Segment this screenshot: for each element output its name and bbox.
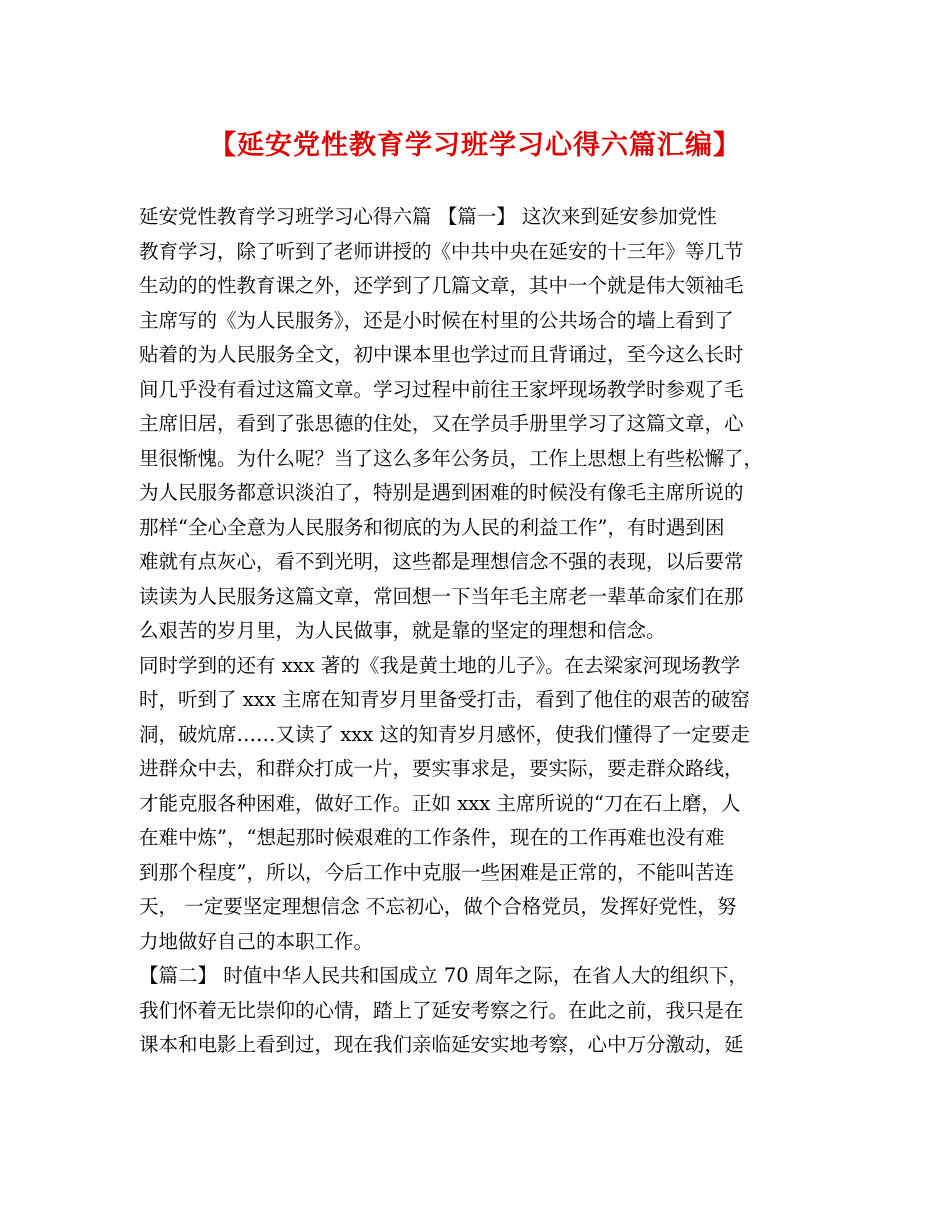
paragraph-line: 延安党性教育学习班学习心得六篇 【篇一】 这次来到延安参加党性 — [139, 205, 717, 228]
paragraph-line: 我们怀着无比崇仰的心情，踏上了延安考察之行。在此之前，我只是在 — [139, 998, 744, 1022]
paragraph-line: 里很惭愧。为什么呢？当了这么多年公务员，工作上思想上有些松懈了， — [139, 446, 764, 470]
paragraph-line: 洞，破炕席……又读了 xxx 这的知青岁月感怀，使我们懂得了一定要走 — [139, 722, 750, 746]
paragraph-line: 主席旧居，看到了张思德的住处，又在学员手册里学习了这篇文章，心 — [139, 412, 744, 435]
paragraph-line: 主席写的《为人民服务》，还是小时候在村里的公共场合的墙上看到了 — [139, 308, 734, 332]
paragraph-line: 为人民服务都意识淡泊了，特别是遇到困难的时候没有像毛主席所说的 — [139, 481, 744, 504]
paragraph-line: 生动的的性教育课之外，还学到了几篇文章，其中一个就是伟大领袖毛 — [139, 274, 744, 297]
paragraph-line: 力地做好自己的本职工作。 — [139, 929, 374, 953]
paragraph-line: 在难中炼”，“想起那时候艰难的工作条件，现在的工作再难也没有难 — [139, 826, 725, 849]
paragraph-line: 间几乎没有看过这篇文章。学习过程中前往王家坪现场教学时参观了毛 — [139, 377, 744, 401]
paragraph-line: 时，听到了 xxx 主席在知青岁月里备受打击，看到了他住的艰苦的破窑 — [139, 688, 750, 711]
paragraph-line: 进群众中去，和群众打成一片，要实事求是，要实际，要走群众路线， — [139, 757, 744, 780]
paragraph-line: 天， 一定要坚定理想信念 不忘初心，做个合格党员，发挥好党性，努 — [139, 895, 737, 918]
paragraph-line: 同时学到的还有 xxx 著的《我是黄土地的儿子》。在去梁家河现场教学 — [139, 653, 741, 677]
paragraph-line: 课本和电影上看到过，现在我们亲临延安实地考察，心中万分激动，延 — [139, 1033, 744, 1056]
paragraph-line: 那样“全心全意为人民服务和彻底的为人民的利益工作”，有时遇到困 — [139, 515, 725, 539]
paragraph-line: 才能克服各种困难，做好工作。正如 xxx 主席所说的“刀在石上磨，人 — [139, 791, 741, 815]
document-title: 【延安党性教育学习班学习心得六篇汇编】 — [209, 130, 741, 161]
paragraph-line: 到那个程度”，所以，今后工作中克服一些困难是正常的，不能叫苦连 — [139, 860, 734, 884]
paragraph-line: 难就有点灰心，看不到光明，这些都是理想信念不强的表现，以后要常 — [139, 550, 744, 573]
paragraph-line: 【篇二】 时值中华人民共和国成立 70 周年之际，在省人大的组织下， — [139, 964, 748, 987]
paragraph-line: 读读为人民服务这篇文章，常回想一下当年毛主席老一辈革命家们在那 — [139, 584, 744, 608]
paragraph-line: 贴着的为人民服务全文，初中课本里也学过而且背诵过，至今这么长时 — [139, 343, 744, 366]
paragraph-line: 么艰苦的岁月里，为人民做事，就是靠的坚定的理想和信念。 — [139, 619, 666, 642]
paragraph-line: 教育学习，除了听到了老师讲授的《中共中央在延安的十三年》等几节 — [139, 239, 744, 263]
